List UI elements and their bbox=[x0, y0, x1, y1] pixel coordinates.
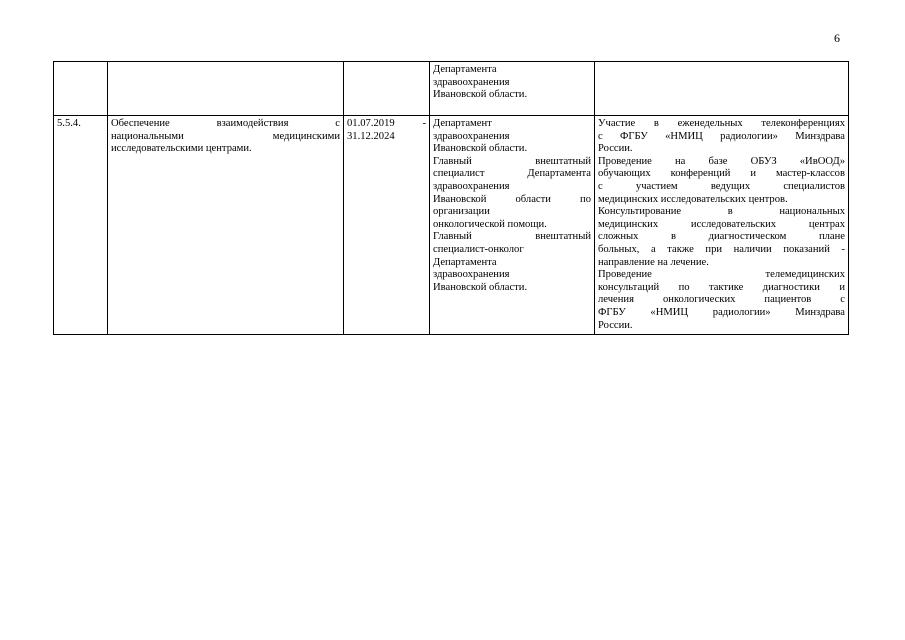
activity-cell bbox=[108, 62, 344, 116]
responsible-line: Ивановской области. bbox=[433, 143, 528, 155]
responsible-line: здравоохранения bbox=[433, 269, 510, 281]
responsible-line: Ивановской области. bbox=[433, 89, 528, 101]
result-cell bbox=[595, 116, 849, 335]
responsible-line: Департамента bbox=[433, 64, 497, 75]
result-line: медицинских исследовательских центрах bbox=[598, 218, 845, 230]
plan-table bbox=[53, 61, 849, 335]
result-cell bbox=[595, 62, 849, 116]
result-line: Консультирование в национальных bbox=[598, 206, 845, 218]
responsible-line: здравоохранения bbox=[433, 130, 510, 142]
result-line: сложных в диагностическом плане bbox=[598, 231, 845, 243]
result-line: с ФГБУ «НМИЦ радиологии» Минздрава bbox=[598, 130, 845, 142]
responsible-line: Главный внештатный bbox=[433, 155, 591, 167]
responsible-line: Департамент bbox=[433, 118, 492, 129]
result-line: направление на лечение. bbox=[598, 256, 709, 268]
result-line: медицинских исследовательских центров. bbox=[598, 193, 788, 205]
responsible-line: специалист Департамента bbox=[433, 168, 591, 180]
result-line: Проведение на базе ОБУЗ «ИвООД» bbox=[598, 155, 845, 167]
activity-line: исследовательскими центрами. bbox=[111, 143, 252, 155]
activity-line: национальными медицинскими bbox=[111, 130, 340, 142]
result-line: Участие в еженедельных телеконференциях bbox=[598, 118, 845, 129]
activity-line: Обеспечение взаимодействия с bbox=[111, 118, 340, 129]
period-cell bbox=[344, 116, 430, 335]
table-row bbox=[54, 62, 849, 116]
responsible-line: Ивановской области. bbox=[433, 281, 528, 293]
number-cell bbox=[54, 62, 108, 116]
result-line: России. bbox=[598, 143, 633, 155]
page-number: 6 bbox=[834, 31, 840, 45]
table-row bbox=[54, 116, 849, 335]
responsible-line: Главный внештатный bbox=[433, 231, 591, 243]
responsible-line: специалист-онколог bbox=[433, 243, 524, 255]
responsible-line: Департамента bbox=[433, 256, 497, 268]
result-line: обучающих конференций и мастер-классов bbox=[598, 168, 845, 180]
number-cell: 5.5.4. bbox=[54, 116, 108, 335]
result-line: консультаций по тактике диагностики и bbox=[598, 281, 845, 293]
responsible-line: онкологической помощи. bbox=[433, 218, 547, 230]
period-line: 01.07.2019 - bbox=[347, 118, 426, 129]
activity-cell bbox=[108, 116, 344, 335]
responsible-cell bbox=[430, 116, 595, 335]
period-line: 31.12.2024 bbox=[347, 130, 395, 142]
responsible-cell bbox=[430, 62, 595, 116]
result-line: России. bbox=[598, 319, 633, 331]
result-line: лечения онкологических пациентов с bbox=[598, 294, 845, 306]
result-line: больных, а также при наличии показаний - bbox=[598, 243, 845, 255]
responsible-line: Ивановской области по bbox=[433, 193, 591, 205]
result-line: Проведение телемедицинских bbox=[598, 269, 845, 281]
responsible-line: организации bbox=[433, 206, 490, 218]
responsible-line: здравоохранения bbox=[433, 180, 510, 192]
period-cell bbox=[344, 62, 430, 116]
result-line: с участием ведущих специалистов bbox=[598, 180, 845, 192]
result-line: ФГБУ «НМИЦ радиологии» Минздрава bbox=[598, 306, 845, 318]
responsible-line: здравоохранения bbox=[433, 76, 510, 88]
